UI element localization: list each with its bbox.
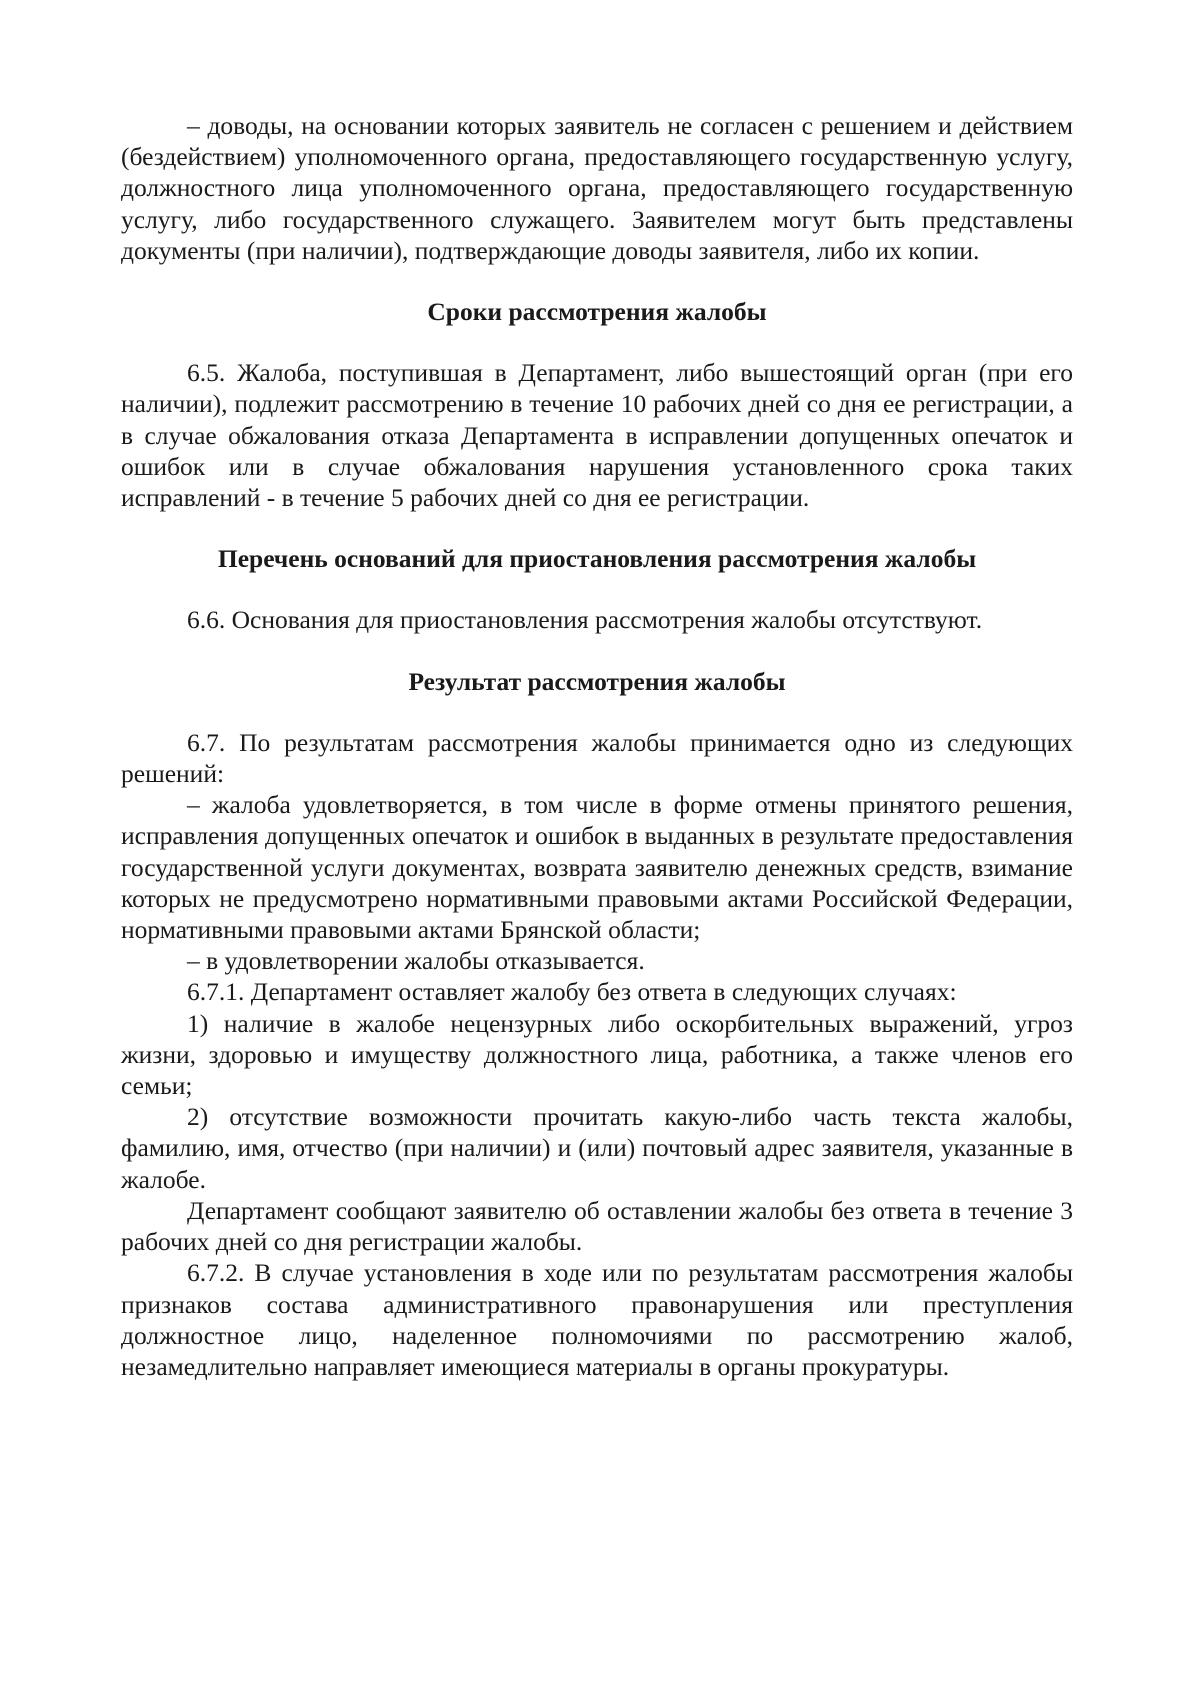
paragraph-6-5: 6.5. Жалоба, поступившая в Департамент, либо вышестоящий орган (при его наличии), подлежит рассмотрению в течение 10 рабочих дней со дня ее регистрации, а в случае обжалования отказа Департамента в исправлении допущенных опечаток и ошибок или в случае обжалования нарушения установленного срока таких исправлений - в течение 5 рабочих дней со дня ее регистрации. <box>121 358 1073 513</box>
paragraph-6-7: 6.7. По результатам рассмотрения жалобы принимается одно из следующих решений: <box>121 727 1073 789</box>
paragraph-6-7-1: 6.7.1. Департамент оставляет жалобу без ответа в следующих случаях: <box>187 977 957 1007</box>
paragraph-complaint-rejected: – в удовлетворении жалобы отказывается. <box>187 946 645 976</box>
section-heading-review-terms: Сроки рассмотрения жалобы <box>427 297 767 327</box>
paragraph-6-6: 6.6. Основания для приостановления рассмотрения жалобы отсутствуют. <box>187 605 983 635</box>
paragraph-notification: Департамент сообщают заявителю об оставлении жалобы без ответа в течение 3 рабочих дней со дня регистрации жалобы. <box>121 1195 1073 1257</box>
paragraph-case-1: 1) наличие в жалобе нецензурных либо оскорбительных выражений, угроз жизни, здоровью и имуществу должностного лица, работника, а также членов его семьи; <box>121 1008 1073 1101</box>
paragraph-case-2: 2) отсутствие возможности прочитать какую-либо часть текста жалобы, фамилию, имя, отчество (при наличии) и (или) почтовый адрес заявителя, указанные в жалобе. <box>121 1102 1073 1194</box>
paragraph-complaint-satisfied: – жалоба удовлетворяется, в том числе в форме отмены принятого решения, исправления допущенных опечаток и ошибок в выданных в результате предоставления государственной услуги документах, возврата заявителю денежных средств, взимание которых не предусмотрено нормативными правовыми актами Российской Федерации, нормативными правовыми актами Брянской области; <box>121 790 1073 945</box>
section-heading-review-result: Результат рассмотрения жалобы <box>408 666 786 696</box>
intro-paragraph: – доводы, на основании которых заявитель не согласен с решением и действием (бездействием) уполномоченного органа, предоставляющего государственную услугу, должностного лица уполномоченного органа, предоставляющего государственную услугу, либо государственного служащего. Заявителем могут быть представлены документы (при наличии), подтверждающие доводы заявителя, либо их копии. <box>121 111 1073 265</box>
section-heading-suspension-grounds: Перечень оснований для приостановления рассмотрения жалобы <box>217 544 977 574</box>
paragraph-6-7-2: 6.7.2. В случае установления в ходе или по результатам рассмотрения жалобы признаков состава административного правонарушения или преступления должностное лицо, наделенное полномочиями по рассмотрению жалоб, незамедлительно направляет имеющиеся материалы в органы прокуратуры. <box>121 1258 1073 1381</box>
document-page <box>121 110 1073 1382</box>
